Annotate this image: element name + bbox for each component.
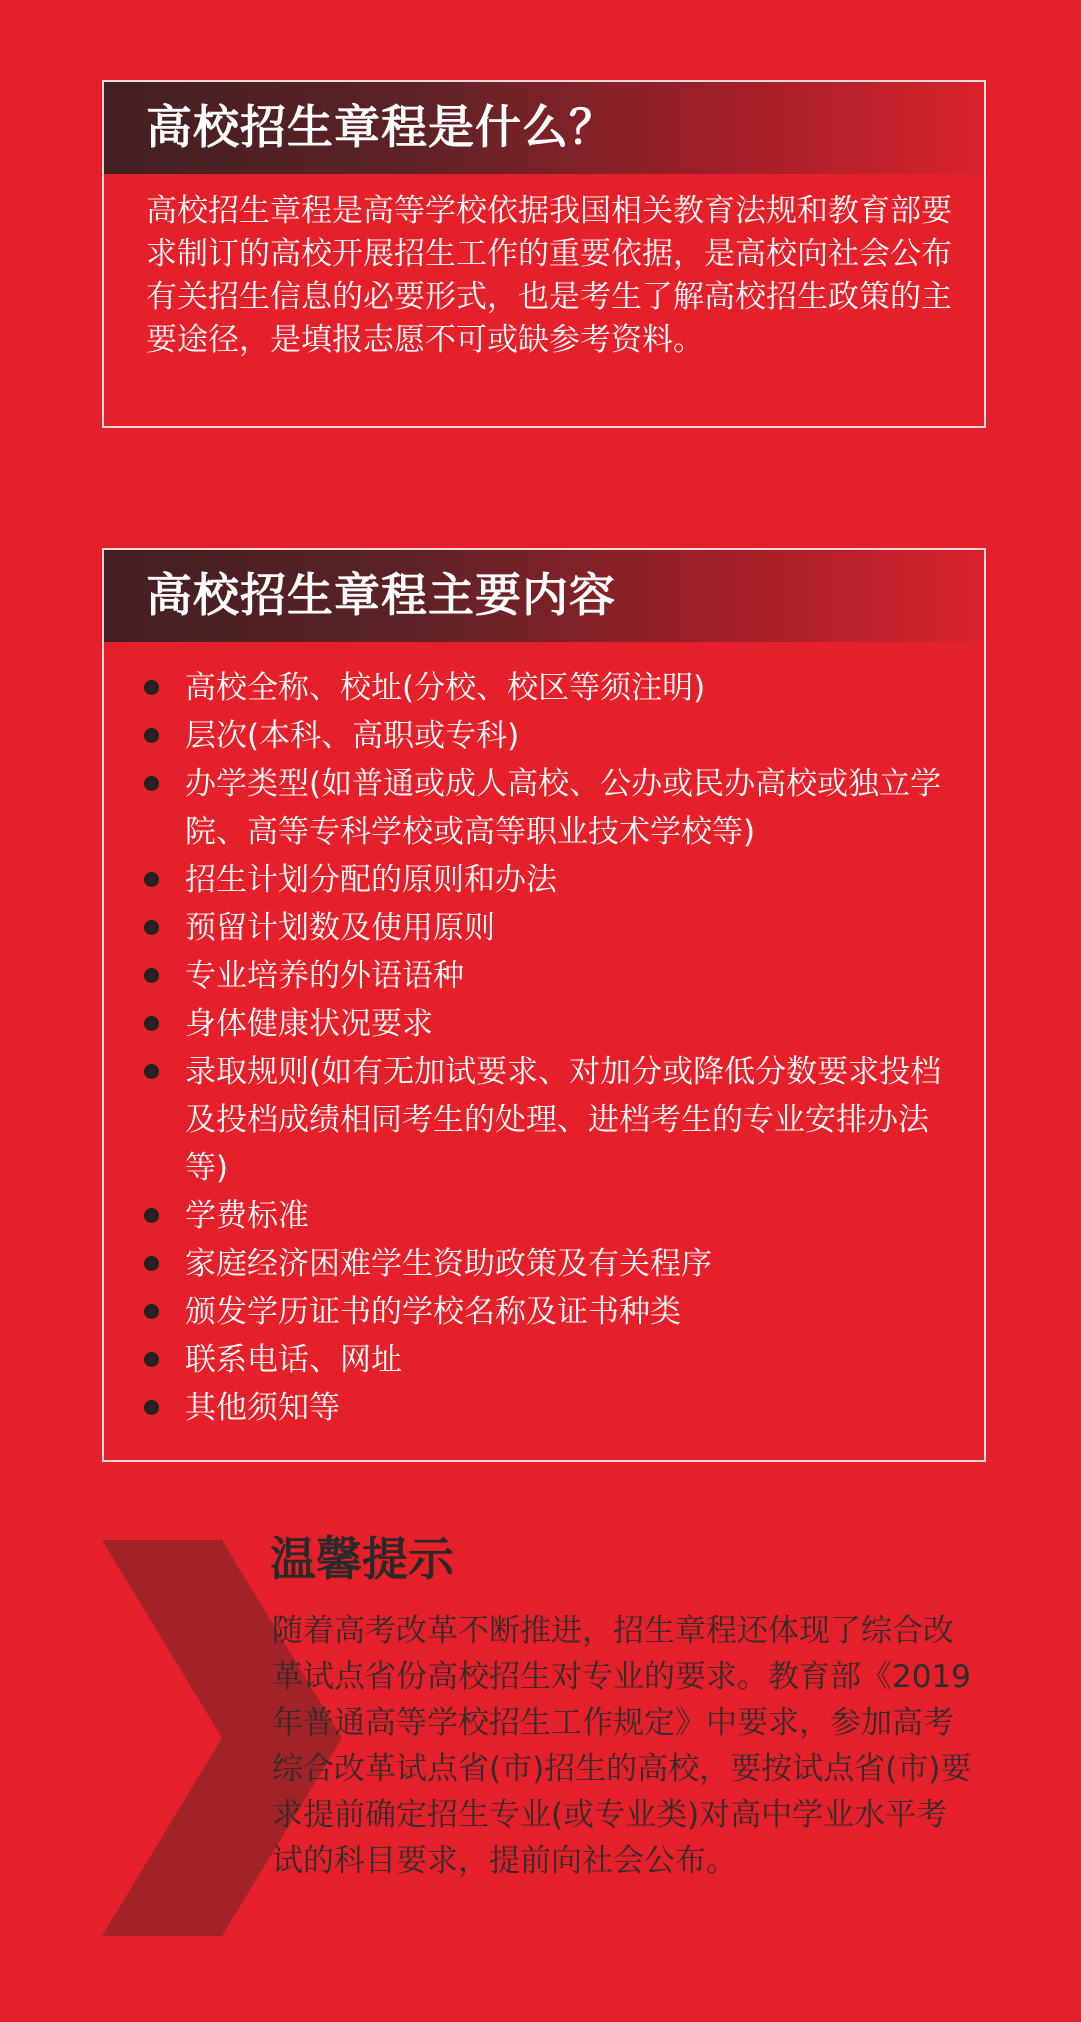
bullet-dot-icon [144, 728, 159, 743]
bullet-dot-icon [144, 872, 159, 887]
list-item-text: 录取规则(如有无加试要求、对加分或降低分数要求投档及投档成绩相同考生的处理、进档考生的专业安排办法等) [185, 1054, 942, 1186]
list-item-text: 家庭经济困难学生资助政策及有关程序 [185, 1246, 712, 1282]
list-item-text: 层次(本科、高职或专科) [185, 718, 520, 754]
content-list [142, 664, 962, 1432]
card-header-content [104, 550, 984, 642]
bullet-dot-icon [144, 1016, 159, 1031]
list-item-text: 高校全称、校址(分校、校区等须注明) [185, 670, 706, 706]
bullet-dot-icon [144, 1400, 159, 1415]
list-item-text: 招生计划分配的原则和办法 [185, 862, 557, 898]
list-item-text: 身体健康状况要求 [185, 1006, 433, 1042]
list-item [142, 712, 962, 760]
list-item [142, 1384, 962, 1432]
charter-content-card [102, 548, 986, 1462]
list-item [142, 1192, 962, 1240]
card-header-what [104, 82, 984, 174]
tip-body: 随着高考改革不断推进，招生章程还体现了综合改革试点省份高校招生对专业的要求。教育部《2019年普通高等学校招生工作规定》中要求，参加高考综合改革试点省(市)招生的高校，要按试点省(市)要求提前确定招生专业(或专业类)对高中学业水平考试的科目要求，提前向社会公布。 [272, 1613, 972, 1879]
list-item-text: 专业培养的外语语种 [185, 958, 464, 994]
tip-title: 温馨提示 [270, 1532, 454, 1586]
list-item-text: 预留计划数及使用原则 [185, 910, 495, 946]
list-item [142, 1240, 962, 1288]
bullet-dot-icon [144, 968, 159, 983]
list-item-text: 学费标准 [185, 1198, 309, 1234]
list-item-text: 联系电话、网址 [185, 1342, 402, 1378]
bullet-dot-icon [144, 680, 159, 695]
card-title-what: 高校招生章程是什么？ [146, 100, 616, 154]
list-item [142, 904, 962, 952]
bullet-dot-icon [144, 1256, 159, 1271]
bullet-dot-icon [144, 1208, 159, 1223]
bullet-dot-icon [144, 1064, 159, 1079]
bullet-dot-icon [144, 1304, 159, 1319]
list-item [142, 664, 962, 712]
list-item [142, 1048, 962, 1192]
list-item-text: 颁发学历证书的学校名称及证书种类 [185, 1294, 681, 1330]
list-item [142, 856, 962, 904]
card-title-content: 高校招生章程主要内容 [146, 568, 616, 622]
list-item-text: 办学类型(如普通或成人高校、公办或民办高校或独立学院、高等专科学校或高等职业技术学校等) [185, 766, 942, 850]
list-item-text: 其他须知等 [185, 1390, 340, 1426]
bullet-dot-icon [144, 776, 159, 791]
bullet-dot-icon [144, 920, 159, 935]
what-is-charter-card [102, 80, 986, 428]
list-item [142, 952, 962, 1000]
list-item [142, 760, 962, 856]
card-body-what: 高校招生章程是高等学校依据我国相关教育法规和教育部要求制订的高校开展招生工作的重要依据，是高校向社会公布有关招生信息的必要形式，也是考生了解高校招生政策的主要途径，是填报志愿不可或缺参考资料。 [146, 193, 952, 358]
list-item [142, 1288, 962, 1336]
bullet-dot-icon [144, 1352, 159, 1367]
list-item [142, 1336, 962, 1384]
list-item [142, 1000, 962, 1048]
